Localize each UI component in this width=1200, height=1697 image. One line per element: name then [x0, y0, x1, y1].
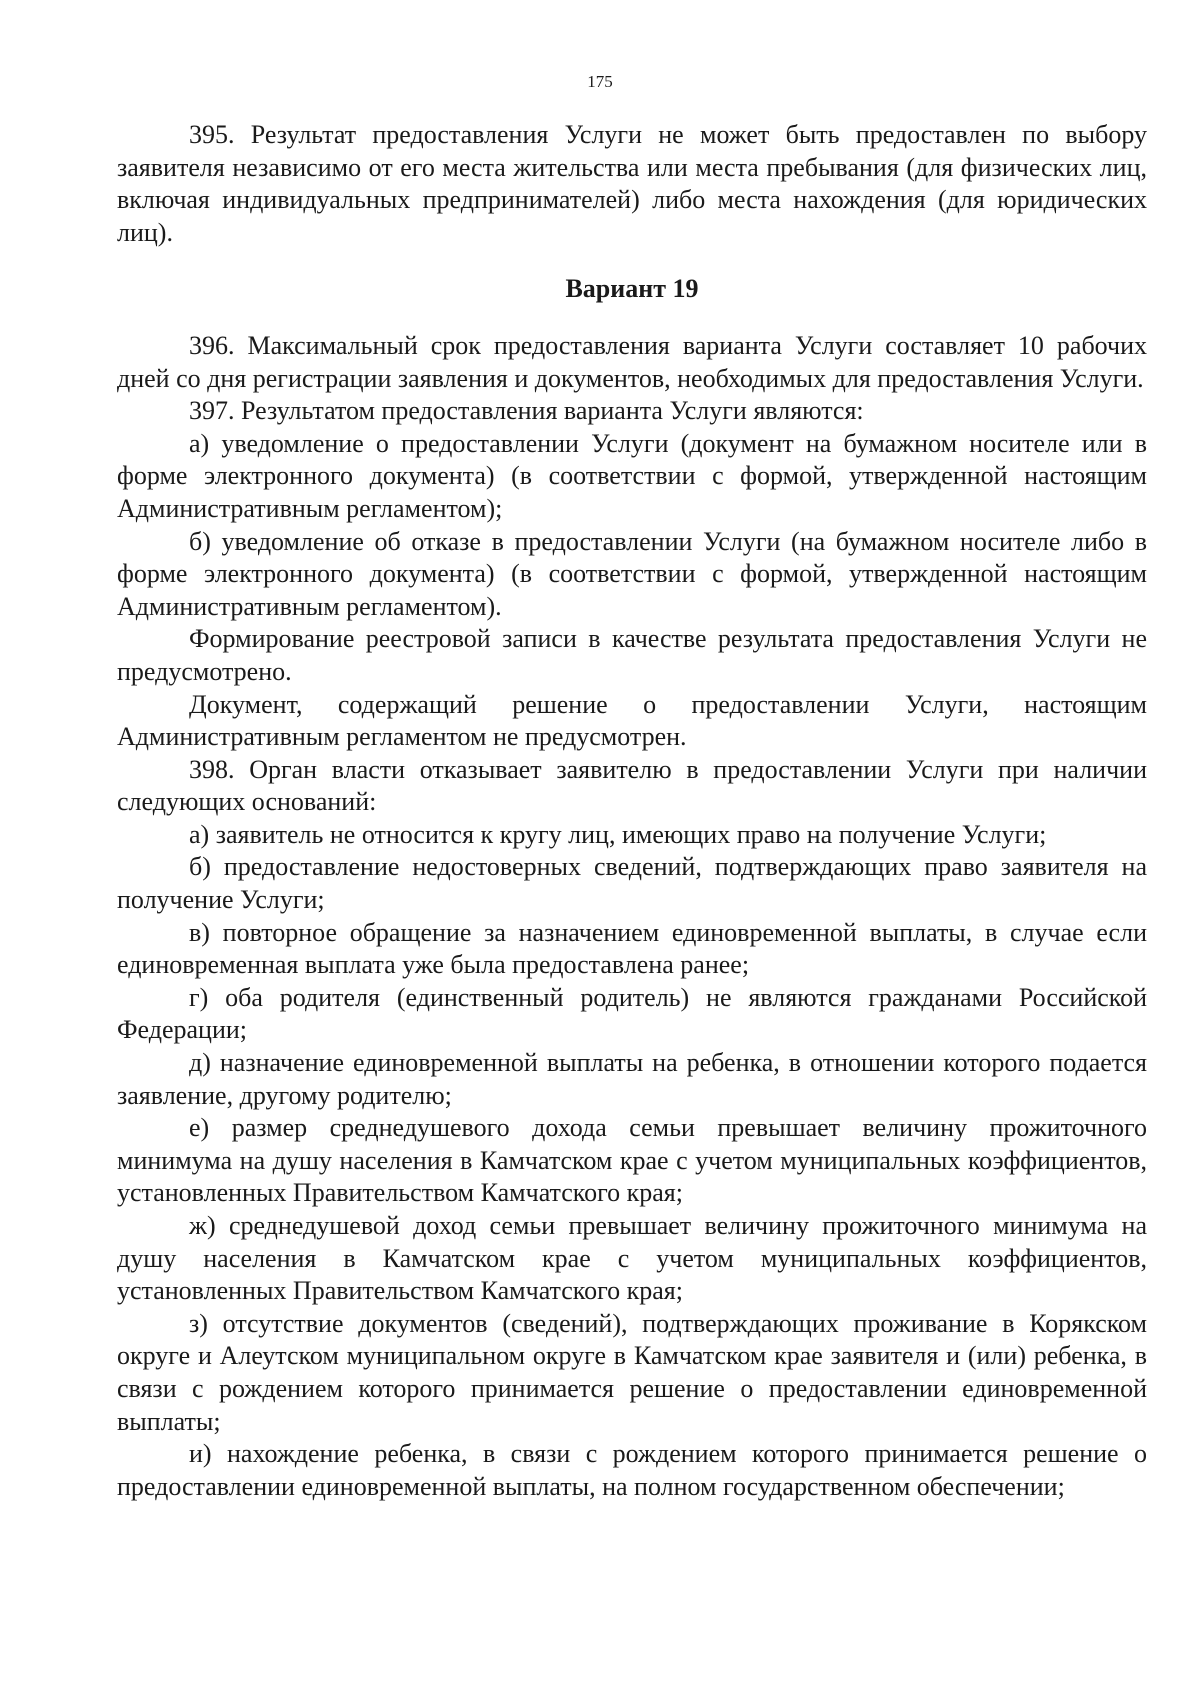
paragraph-397-a: а) уведомление о предоставлении Услуги (документ на бумажном носителе или в форме электронного документа) (в соответствии с формой, утвержденной настоящим Административным регламентом);	[117, 428, 1147, 523]
paragraph-398-e: е) размер среднедушевого дохода семьи превышает величину прожиточного минимума на душу населения в Камчатском крае с учетом муниципальных коэффициентов, установленных Правительством Камчатского края;	[117, 1113, 1147, 1208]
paragraph-398-g: г) оба родителя (единственный родитель) не являются гражданами Российской Федерации;	[117, 982, 1147, 1045]
paragraph-397-b: б) уведомление об отказе в предоставлении Услуги (на бумажном носителе либо в форме электронного документа) (в соответствии с формой, утвержденной настоящим Административным регламентом).	[117, 526, 1147, 621]
paragraph-398-z: з) отсутствие документов (сведений), подтверждающих проживание в Корякском округе и Алеутском муниципальном округе в Камчатском крае заявителя и (или) ребенка, в связи с рождением которого принимается решение о предоставлении единовременной выплаты;	[117, 1308, 1147, 1436]
paragraph-398-i: и) нахождение ребенка, в связи с рождением которого принимается решение о предоставлении единовременной выплаты, на полном государственном обеспечении;	[117, 1439, 1147, 1501]
document-body	[117, 119, 1147, 1503]
paragraph-registry-note: Формирование реестровой записи в качестве результата предоставления Услуги не предусмотрено.	[117, 624, 1147, 686]
paragraph-398-b: б) предоставление недостоверных сведений, подтверждающих право заявителя на получение Услуги;	[117, 852, 1147, 915]
page-number: 175	[587, 72, 613, 91]
paragraph-395: 395. Результат предоставления Услуги не может быть предоставлен по выбору заявителя независимо от его места жительства или места пребывания (для физических лиц, включая индивидуальных предпринимателей) либо места нахождения (для юридических лиц).	[117, 120, 1147, 247]
paragraph-398-v: в) повторное обращение за назначением единовременной выплаты, в случае если единовременная выплата уже была предоставлена ранее;	[117, 917, 1147, 980]
paragraph-398-a: а) заявитель не относится к кругу лиц, имеющих право на получение Услуги;	[189, 819, 1047, 849]
paragraph-398: 398. Орган власти отказывает заявителю в предоставлении Услуги при наличии следующих оснований:	[117, 754, 1147, 817]
paragraph-398-zh: ж) среднедушевой доход семьи превышает величину прожиточного минимума на душу населения в Камчатском крае с учетом муниципальных коэффициентов, установленных Правительством Камчатского края;	[117, 1211, 1147, 1306]
paragraph-398-d: д) назначение единовременной выплаты на ребенка, в отношении которого подается заявление, другому родителю;	[117, 1048, 1147, 1110]
section-heading: Вариант 19	[565, 274, 699, 304]
paragraph-397: 397. Результатом предоставления варианта Услуги являются:	[189, 396, 864, 426]
paragraph-396: 396. Максимальный срок предоставления варианта Услуги составляет 10 рабочих дней со дня регистрации заявления и документов, необходимых для предоставления Услуги.	[117, 330, 1147, 393]
paragraph-document-note: Документ, содержащий решение о предоставлении Услуги, настоящим Административным регламентом не предусмотрен.	[117, 689, 1147, 752]
